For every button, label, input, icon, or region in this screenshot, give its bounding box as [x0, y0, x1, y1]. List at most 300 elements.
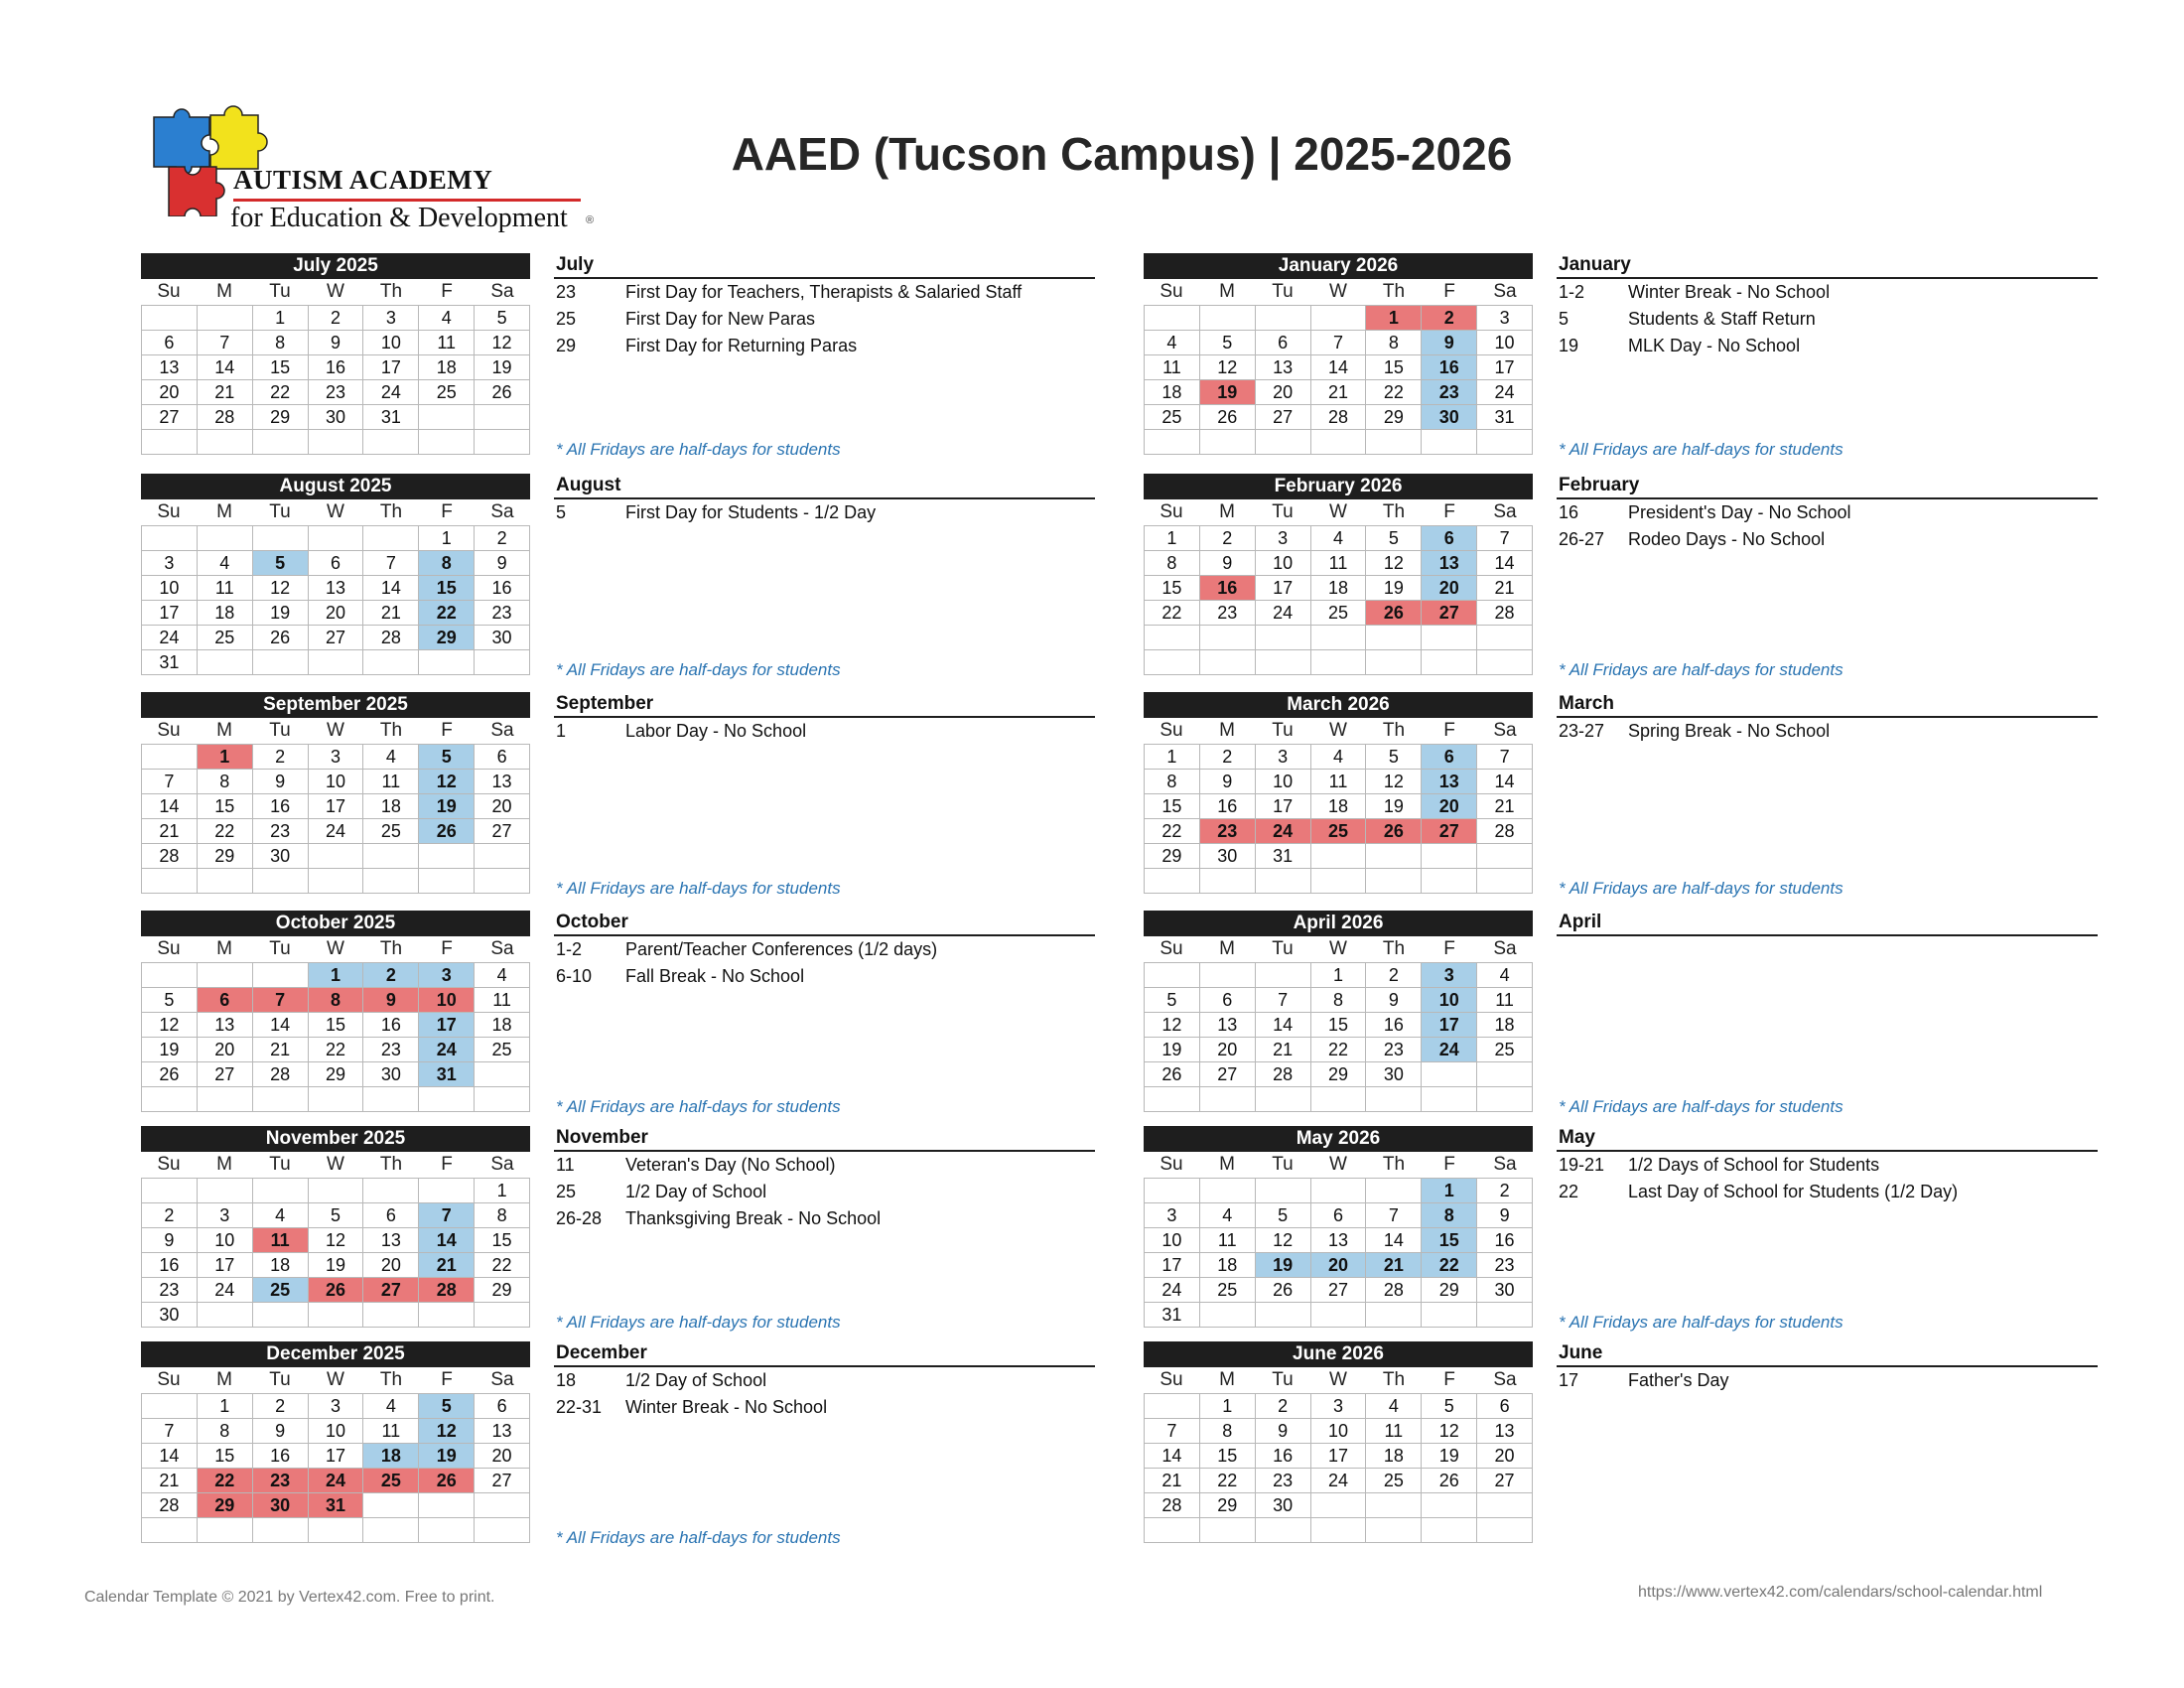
day-cell: 22 [198, 819, 253, 844]
event-date: 5 [556, 502, 567, 522]
day-cell: 28 [142, 1493, 198, 1518]
weekday-label: W [327, 501, 344, 522]
day-cell: 18 [253, 1253, 309, 1278]
empty-cell [475, 1303, 530, 1328]
month-events [1557, 474, 2098, 679]
weekday-label: F [1443, 501, 1455, 522]
day-cell: 17 [1422, 1013, 1477, 1038]
day-cell: 11 [1366, 1419, 1422, 1444]
day-cell: 28 [253, 1062, 309, 1087]
half-day-note: * All Fridays are half-days for students [556, 879, 841, 898]
day-cell: 4 [1311, 745, 1367, 770]
empty-cell [198, 306, 253, 331]
event-date: 17 [1559, 1370, 1579, 1390]
day-cell: 13 [1477, 1419, 1533, 1444]
day-cell: 9 [1200, 770, 1256, 794]
weekday-label: Tu [269, 720, 291, 741]
empty-cell [1256, 626, 1311, 650]
weekday-label: Th [1382, 720, 1406, 741]
empty-cell [1422, 1518, 1477, 1543]
day-cell: 21 [1477, 576, 1533, 601]
day-cell: 27 [475, 1469, 530, 1493]
month-calendar [1144, 253, 1533, 455]
page-title: AAED (Tucson Campus) | 2025-2026 [731, 128, 1513, 180]
day-cell: 11 [1477, 988, 1533, 1013]
weekday-label: Tu [269, 938, 291, 959]
event-date: 22 [1559, 1182, 1579, 1201]
weekday-label: Tu [269, 501, 291, 522]
empty-cell [142, 306, 198, 331]
day-cell: 23 [1200, 601, 1256, 626]
empty-cell [1366, 1303, 1422, 1328]
day-grid [1144, 744, 1533, 894]
empty-cell [1311, 306, 1367, 331]
day-cell: 13 [198, 1013, 253, 1038]
day-cell: 26 [1200, 405, 1256, 430]
empty-cell [1477, 1518, 1533, 1543]
day-cell: 21 [198, 380, 253, 405]
day-cell: 21 [1256, 1038, 1311, 1062]
event-text: Winter Break - No School [625, 1397, 828, 1417]
day-cell: 16 [253, 1444, 309, 1469]
event-item [554, 1205, 1095, 1232]
month-header: September 2025 [141, 692, 530, 718]
empty-cell [1422, 844, 1477, 869]
day-cell: 19 [419, 794, 475, 819]
event-date: 18 [556, 1370, 577, 1390]
day-cell: 30 [1422, 405, 1477, 430]
empty-cell [1200, 306, 1256, 331]
day-cell: 14 [1145, 1444, 1200, 1469]
day-cell: 31 [1477, 405, 1533, 430]
empty-cell [1256, 963, 1311, 988]
day-cell: 22 [1145, 819, 1200, 844]
day-cell: 25 [1311, 601, 1367, 626]
day-cell: 21 [1311, 380, 1367, 405]
empty-cell [363, 869, 419, 894]
day-grid [141, 962, 530, 1112]
day-cell: 10 [198, 1228, 253, 1253]
day-cell: 9 [1477, 1203, 1533, 1228]
empty-cell [198, 869, 253, 894]
empty-cell [142, 526, 198, 551]
weekday-label: Sa [490, 1369, 514, 1390]
weekday-label: M [216, 281, 232, 302]
month-calendar [1144, 1341, 1533, 1543]
day-cell: 24 [1422, 1038, 1477, 1062]
day-cell: 22 [1422, 1253, 1477, 1278]
events-title: March [1557, 692, 2098, 718]
empty-cell [253, 1087, 309, 1112]
day-cell: 5 [1366, 526, 1422, 551]
empty-cell [475, 1518, 530, 1543]
day-cell: 17 [309, 794, 364, 819]
empty-cell [1311, 626, 1367, 650]
day-cell: 17 [1256, 576, 1311, 601]
empty-cell [1200, 1518, 1256, 1543]
empty-cell [475, 430, 530, 455]
weekday-label: W [1329, 1369, 1347, 1390]
day-cell: 13 [1200, 1013, 1256, 1038]
day-cell: 25 [198, 626, 253, 650]
day-cell: 25 [1311, 819, 1367, 844]
day-cell: 20 [1256, 380, 1311, 405]
weekday-label: M [1219, 1369, 1235, 1390]
day-cell: 7 [253, 988, 309, 1013]
day-grid [1144, 1178, 1533, 1328]
day-cell: 9 [1256, 1419, 1311, 1444]
day-cell: 27 [363, 1278, 419, 1303]
event-item [554, 963, 1095, 990]
event-item [554, 306, 1095, 333]
empty-cell [1422, 626, 1477, 650]
half-day-note: * All Fridays are half-days for students [556, 1313, 841, 1332]
day-cell: 4 [1366, 1394, 1422, 1419]
event-date: 19-21 [1559, 1155, 1605, 1175]
weekday-label: Sa [1493, 281, 1517, 302]
day-cell: 21 [1477, 794, 1533, 819]
day-cell: 8 [253, 331, 309, 355]
day-cell: 3 [1477, 306, 1533, 331]
event-item [1557, 526, 2098, 553]
empty-cell [363, 1087, 419, 1112]
day-cell: 5 [1145, 988, 1200, 1013]
day-cell: 23 [142, 1278, 198, 1303]
weekday-label: Tu [1272, 281, 1294, 302]
day-cell: 31 [142, 650, 198, 675]
day-cell: 6 [1200, 988, 1256, 1013]
event-item [1557, 279, 2098, 306]
empty-cell [1477, 430, 1533, 455]
day-cell: 19 [1256, 1253, 1311, 1278]
weekday-label: Su [1160, 720, 1183, 741]
day-cell: 7 [1477, 526, 1533, 551]
day-cell: 28 [1477, 601, 1533, 626]
month-events [554, 1341, 1095, 1547]
day-cell: 12 [1200, 355, 1256, 380]
empty-cell [1145, 869, 1200, 894]
day-cell: 5 [309, 1203, 364, 1228]
empty-cell [253, 1303, 309, 1328]
month-header: December 2025 [141, 1341, 530, 1367]
event-text: MLK Day - No School [1628, 336, 1801, 355]
weekday-label: W [1329, 720, 1347, 741]
weekday-label: Sa [490, 281, 514, 302]
day-cell: 10 [419, 988, 475, 1013]
weekday-label: Th [379, 281, 403, 302]
day-cell: 24 [1477, 380, 1533, 405]
day-cell: 12 [475, 331, 530, 355]
day-cell: 27 [198, 1062, 253, 1087]
month-events [1557, 1341, 2098, 1540]
empty-cell [1422, 430, 1477, 455]
day-cell: 18 [1145, 380, 1200, 405]
empty-cell [419, 430, 475, 455]
empty-cell [142, 869, 198, 894]
month-calendar [141, 1341, 530, 1543]
day-cell: 26 [1256, 1278, 1311, 1303]
day-cell: 10 [1145, 1228, 1200, 1253]
day-cell: 15 [253, 355, 309, 380]
day-cell: 5 [253, 551, 309, 576]
day-cell: 21 [142, 819, 198, 844]
events-title: December [554, 1341, 1095, 1367]
day-cell: 27 [309, 626, 364, 650]
day-cell: 15 [1366, 355, 1422, 380]
day-cell: 18 [1311, 576, 1367, 601]
day-cell: 25 [1145, 405, 1200, 430]
day-cell: 13 [475, 1419, 530, 1444]
day-cell: 29 [309, 1062, 364, 1087]
day-cell: 7 [142, 1419, 198, 1444]
day-cell: 12 [1422, 1419, 1477, 1444]
event-item [1557, 1152, 2098, 1179]
event-item [554, 1367, 1095, 1394]
day-cell: 5 [142, 988, 198, 1013]
day-cell: 15 [1145, 794, 1200, 819]
day-cell: 3 [142, 551, 198, 576]
day-cell: 9 [363, 988, 419, 1013]
day-cell: 29 [1366, 405, 1422, 430]
day-cell: 14 [1256, 1013, 1311, 1038]
day-grid [1144, 305, 1533, 455]
half-day-note: * All Fridays are half-days for students [1559, 660, 1843, 679]
day-cell: 17 [309, 1444, 364, 1469]
event-text: Spring Break - No School [1628, 721, 1831, 741]
day-cell: 25 [475, 1038, 530, 1062]
weekday-label: Th [1382, 501, 1406, 522]
empty-cell [253, 430, 309, 455]
day-cell: 17 [1477, 355, 1533, 380]
empty-cell [309, 526, 364, 551]
month-events [1557, 692, 2098, 898]
event-date: 6-10 [556, 966, 593, 986]
org-name: AUTISM ACADEMY [233, 165, 493, 195]
empty-cell [1477, 650, 1533, 675]
day-cell: 7 [1366, 1203, 1422, 1228]
day-cell: 5 [475, 306, 530, 331]
month-header: August 2025 [141, 474, 530, 499]
day-cell: 4 [253, 1203, 309, 1228]
half-day-note: * All Fridays are half-days for students [1559, 440, 1843, 459]
day-cell: 31 [1145, 1303, 1200, 1328]
day-cell: 4 [1145, 331, 1200, 355]
weekday-label: F [441, 720, 453, 741]
empty-cell [1366, 1179, 1422, 1203]
day-cell: 29 [253, 405, 309, 430]
day-cell: 10 [142, 576, 198, 601]
weekday-label: M [216, 720, 232, 741]
day-cell: 18 [419, 355, 475, 380]
day-cell: 15 [198, 794, 253, 819]
half-day-note: * All Fridays are half-days for students [556, 440, 841, 459]
event-text: Veteran's Day (No School) [625, 1155, 836, 1175]
weekday-label: Sa [1493, 938, 1517, 959]
empty-cell [363, 1493, 419, 1518]
day-cell: 2 [309, 306, 364, 331]
day-cell: 6 [363, 1203, 419, 1228]
weekday-row [1144, 936, 1533, 962]
weekday-label: M [216, 938, 232, 959]
day-cell: 28 [1256, 1062, 1311, 1087]
month-calendar [1144, 1126, 1533, 1328]
day-cell: 15 [419, 576, 475, 601]
registered-mark: ® [586, 214, 595, 226]
empty-cell [1477, 1493, 1533, 1518]
empty-cell [198, 650, 253, 675]
empty-cell [198, 430, 253, 455]
day-cell: 30 [363, 1062, 419, 1087]
empty-cell [1145, 1394, 1200, 1419]
empty-cell [363, 1179, 419, 1203]
event-text: Labor Day - No School [625, 721, 807, 741]
month-calendar [141, 474, 530, 675]
weekday-label: M [1219, 501, 1235, 522]
day-cell: 1 [253, 306, 309, 331]
day-cell: 31 [363, 405, 419, 430]
empty-cell [253, 869, 309, 894]
weekday-label: Su [1160, 938, 1183, 959]
empty-cell [1311, 430, 1367, 455]
empty-cell [475, 1493, 530, 1518]
day-cell: 12 [142, 1013, 198, 1038]
weekday-label: Su [1160, 1154, 1183, 1175]
day-cell: 8 [309, 988, 364, 1013]
event-text: President's Day - No School [1628, 502, 1851, 522]
day-cell: 25 [1477, 1038, 1533, 1062]
empty-cell [198, 1303, 253, 1328]
day-cell: 10 [1422, 988, 1477, 1013]
day-cell: 14 [1366, 1228, 1422, 1253]
weekday-label: W [1329, 938, 1347, 959]
day-cell: 22 [1145, 601, 1200, 626]
day-cell: 15 [1200, 1444, 1256, 1469]
event-text: 1/2 Day of School [625, 1182, 767, 1201]
day-cell: 26 [253, 626, 309, 650]
empty-cell [1256, 1518, 1311, 1543]
weekday-label: Th [1382, 938, 1406, 959]
weekday-label: Su [157, 281, 181, 302]
footer-url: https://www.vertex42.com/calendars/school-calendar.html [1638, 1584, 2043, 1601]
empty-cell [253, 526, 309, 551]
empty-cell [253, 650, 309, 675]
day-cell: 25 [1366, 1469, 1422, 1493]
day-cell: 8 [1145, 770, 1200, 794]
day-cell: 8 [1311, 988, 1367, 1013]
empty-cell [1311, 1518, 1367, 1543]
weekday-label: Sa [1493, 720, 1517, 741]
day-cell: 20 [142, 380, 198, 405]
day-cell: 28 [363, 626, 419, 650]
day-cell: 24 [309, 819, 364, 844]
event-date: 11 [556, 1155, 575, 1175]
event-item [554, 936, 1095, 963]
weekday-label: F [441, 501, 453, 522]
day-cell: 2 [253, 745, 309, 770]
day-cell: 22 [198, 1469, 253, 1493]
weekday-label: W [1329, 501, 1347, 522]
weekday-label: Sa [1493, 1154, 1517, 1175]
day-cell: 24 [142, 626, 198, 650]
empty-cell [1145, 430, 1200, 455]
day-cell: 30 [309, 405, 364, 430]
day-cell: 3 [1145, 1203, 1200, 1228]
day-cell: 13 [475, 770, 530, 794]
events-title: November [554, 1126, 1095, 1152]
empty-cell [1311, 1303, 1367, 1328]
empty-cell [1256, 306, 1311, 331]
weekday-label: M [1219, 1154, 1235, 1175]
day-cell: 15 [1311, 1013, 1367, 1038]
day-cell: 1 [475, 1179, 530, 1203]
day-cell: 1 [198, 745, 253, 770]
weekday-label: W [327, 938, 344, 959]
day-cell: 12 [419, 1419, 475, 1444]
empty-cell [1422, 650, 1477, 675]
day-cell: 8 [1366, 331, 1422, 355]
day-cell: 20 [1311, 1253, 1367, 1278]
day-grid [141, 744, 530, 894]
day-cell: 11 [363, 770, 419, 794]
empty-cell [198, 1179, 253, 1203]
day-cell: 12 [1366, 770, 1422, 794]
event-text: Thanksgiving Break - No School [625, 1208, 882, 1228]
day-cell: 24 [1145, 1278, 1200, 1303]
day-cell: 19 [1200, 380, 1256, 405]
day-cell: 1 [1366, 306, 1422, 331]
day-cell: 28 [142, 844, 198, 869]
day-cell: 11 [363, 1419, 419, 1444]
day-cell: 21 [142, 1469, 198, 1493]
half-day-note: * All Fridays are half-days for students [556, 1528, 841, 1547]
empty-cell [1477, 626, 1533, 650]
day-cell: 29 [1311, 1062, 1367, 1087]
day-cell: 9 [142, 1228, 198, 1253]
day-cell: 2 [1422, 306, 1477, 331]
day-cell: 16 [475, 576, 530, 601]
empty-cell [309, 869, 364, 894]
weekday-label: F [1443, 720, 1455, 741]
day-cell: 19 [419, 1444, 475, 1469]
day-cell: 22 [1311, 1038, 1367, 1062]
day-cell: 29 [475, 1278, 530, 1303]
day-cell: 4 [475, 963, 530, 988]
empty-cell [1422, 1493, 1477, 1518]
empty-cell [1256, 1179, 1311, 1203]
day-grid [1144, 1393, 1533, 1543]
empty-cell [1145, 650, 1200, 675]
weekday-label: Th [379, 1154, 403, 1175]
event-text: Parent/Teacher Conferences (1/2 days) [625, 939, 938, 959]
event-date: 5 [1559, 309, 1570, 329]
day-grid [141, 525, 530, 675]
day-cell: 27 [1422, 601, 1477, 626]
day-cell: 19 [475, 355, 530, 380]
day-cell: 30 [142, 1303, 198, 1328]
empty-cell [198, 1087, 253, 1112]
weekday-label: Th [1382, 1369, 1406, 1390]
weekday-row [141, 718, 530, 744]
event-item [1557, 1179, 2098, 1205]
empty-cell [142, 1087, 198, 1112]
empty-cell [1200, 1303, 1256, 1328]
empty-cell [475, 1087, 530, 1112]
event-item [1557, 1367, 2098, 1394]
empty-cell [1256, 1303, 1311, 1328]
empty-cell [1200, 1087, 1256, 1112]
day-cell: 16 [363, 1013, 419, 1038]
empty-cell [309, 1087, 364, 1112]
